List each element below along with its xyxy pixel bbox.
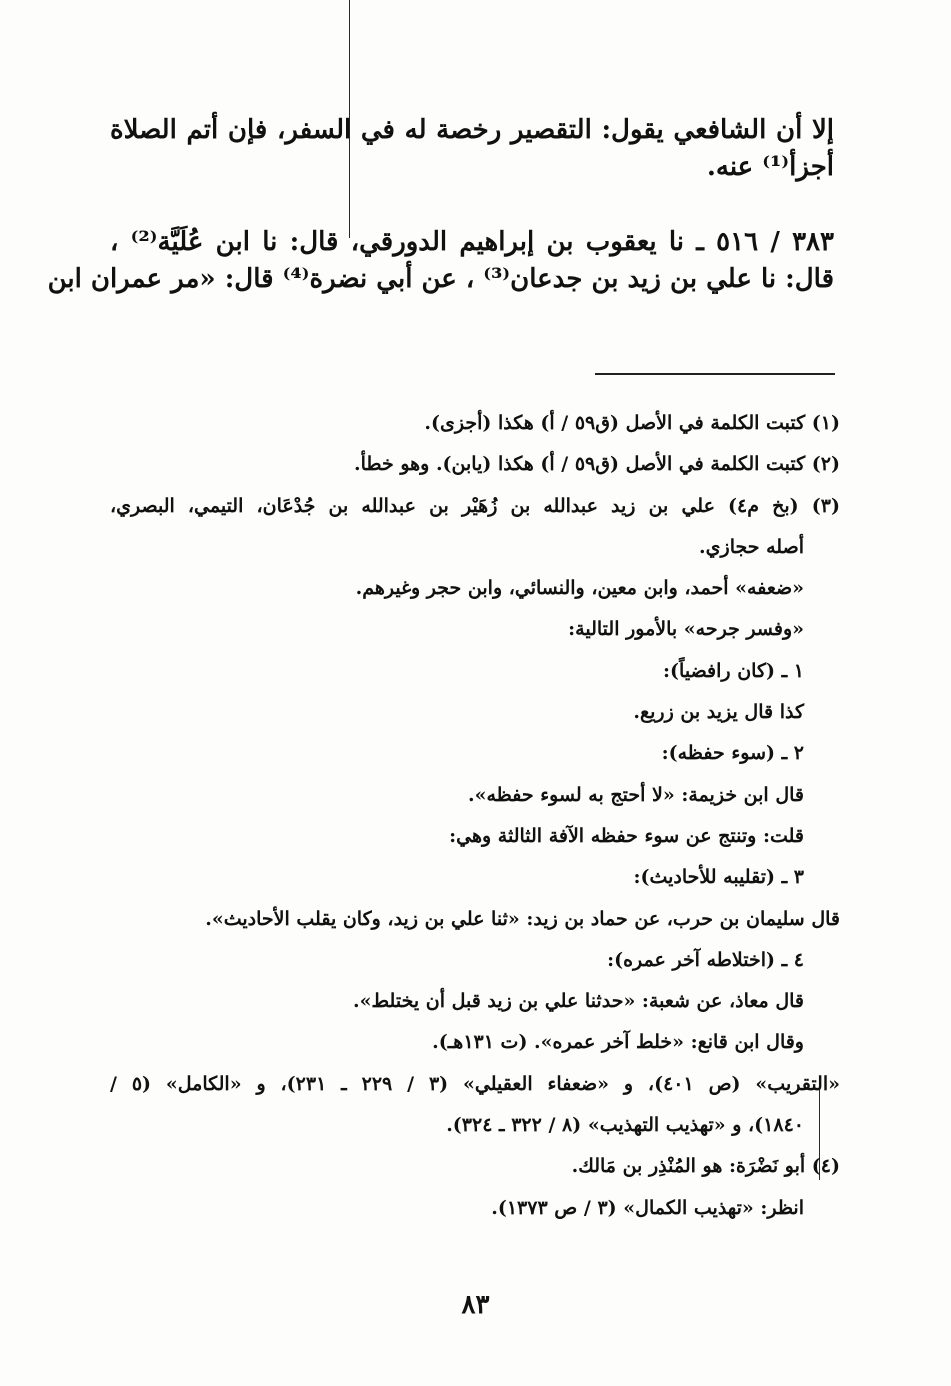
footnote-line: قلت: وتنتج عن سوء حفظه الآفة الثالثة وهي: bbox=[449, 824, 804, 847]
footnote-line: أصله حجازي. bbox=[699, 535, 804, 558]
footnote-line: وقال ابن قانع: «خلط آخر عمره». (ت ١٣١هـ). bbox=[432, 1031, 804, 1054]
footnote-line: كذا قال يزيد بن زريع. bbox=[633, 701, 804, 724]
footnote-line: ٢ ـ (سوء حفظه): bbox=[661, 742, 804, 765]
footnote-line: ١٨٤٠)، و «تهذيب التهذيب» (٨ / ٣٢٢ ـ ٣٢٤). bbox=[446, 1114, 804, 1137]
footnote-line: قال معاذ، عن شعبة: «حدثنا علي بن زيد قبل أن يختلط». bbox=[353, 990, 804, 1013]
main-paragraph-2 bbox=[47, 224, 834, 298]
footnote-line: انظر: «تهذيب الكمال» (٣ / ص ١٣٧٣). bbox=[491, 1196, 804, 1219]
footnote-line: (٣) (بخ م٤) علي بن زيد عبدالله بن زُهَيْر بن عبدالله بن جُدْعَان، التيمي، البصري، bbox=[110, 494, 840, 517]
footnote-line: ٤ ـ (اختلاطه آخر عمره): bbox=[607, 948, 804, 971]
footnotes bbox=[110, 403, 840, 1229]
footnote-line: «التقريب» (ص ٤٠١)، و «ضعفاء العقيلي» (٣ / ٢٢٩ ـ ٢٣١)، و «الكامل» (٥ / bbox=[110, 1072, 840, 1095]
text-line: ٣٨٣ / ٥١٦ ـ نا يعقوب بن إبراهيم الدورقي، قال: نا ابن عُلَيَّة⁽²⁾ ، bbox=[110, 227, 834, 257]
footnote-line: (٢) كتبت الكلمة في الأصل (ق٥٩ / أ) هكذا (يابن). وهو خطأ. bbox=[353, 453, 840, 476]
footnote-line: (١) كتبت الكلمة في الأصل (ق٥٩ / أ) هكذا (أجزى). bbox=[424, 412, 840, 434]
footnote-line: قال سليمان بن حرب، عن حماد بن زيد: «ثنا علي بن زيد، وكان يقلب الأحاديث». bbox=[205, 907, 840, 930]
text-line: إلا أن الشافعي يقول: التقصير رخصة له في السفر، فإن أتم الصلاة bbox=[110, 115, 834, 145]
footnote-separator bbox=[595, 373, 835, 375]
footnote-line: «ضعفه» أحمد، وابن معين، والنسائي، وابن حجر وغيرهم. bbox=[355, 577, 804, 600]
footnote-line: (٤) أبو نَضْرَة: هو المُنْذِر بن مَالك. bbox=[571, 1155, 840, 1178]
footnote-line: قال ابن خزيمة: «لا أحتج به لسوء حفظه». bbox=[467, 783, 804, 806]
page-number: ٨٣ bbox=[461, 1290, 490, 1320]
footnote-line: ١ ـ (كان رافضياً): bbox=[663, 659, 804, 682]
main-paragraph-1 bbox=[110, 112, 834, 186]
footnote-line: «وفسر جرحه» بالأمور التالية: bbox=[568, 618, 804, 641]
text-line: أجزأ⁽¹⁾ عنه. bbox=[706, 152, 834, 182]
footnote-line: ٣ ـ (تقليبه للأحاديث): bbox=[633, 866, 804, 889]
text-line: قال: نا علي بن زيد بن جدعان⁽³⁾ ، عن أبي نضرة⁽⁴⁾ قال: «مر عمران ابن bbox=[47, 264, 834, 294]
